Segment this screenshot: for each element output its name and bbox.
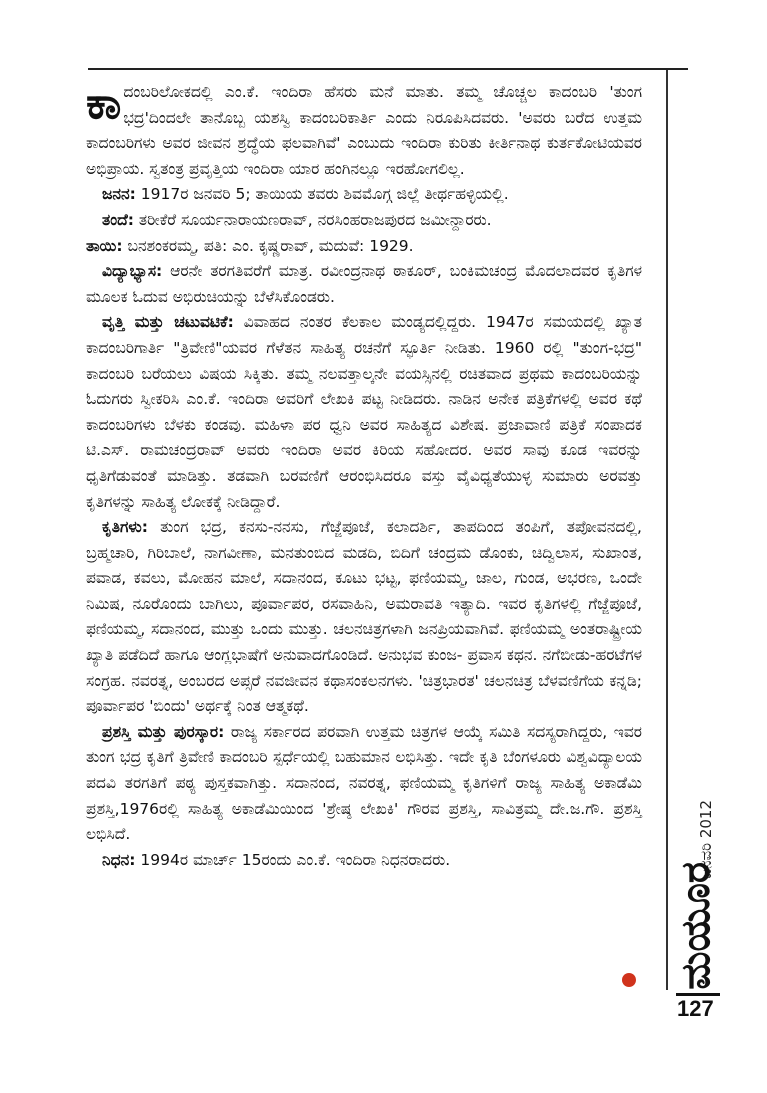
father-label: ತಂದೆ: [102, 210, 134, 229]
death-text: 1994ರ ಮಾರ್ಚ್ 15ರಂದು ಎಂ.ಕೆ. ಇಂದಿರಾ ನಿಧನರಾದರು. [135, 850, 451, 869]
awards-paragraph [86, 720, 642, 848]
works-label: ಕೃತಿಗಳು: [102, 518, 148, 537]
career-paragraph [86, 310, 642, 515]
death-paragraph [86, 848, 642, 874]
intro-paragraph [86, 80, 642, 182]
education-text: ಆರನೇ ತರಗತಿವರೆಗೆ ಮಾತ್ರ. ರವೀಂದ್ರನಾಥ ಠಾಕೂರ್, ಬಂಕಿಮಚಂದ್ರ ಮೊದಲಾದವರ ಕೃತಿಗಳ ಮೂಲಕ ಓದುವ ಅಭಿರುಚಿಯನ್ನು ಬೆಳೆಸಿಕೊಂಡರು. [86, 262, 642, 306]
intro-text: ದಂಬರಿಲೋಕದಲ್ಲಿ ಎಂ.ಕೆ. ಇಂದಿರಾ ಹೆಸರು ಮನೆ ಮಾತು. ತಮ್ಮ ಚೊಚ್ಚಲ ಕಾದಂಬರಿ 'ತುಂಗ ಭದ್ರ'ದಿಂದಲೇ ತಾನೊಬ್ಬ ಯಶಸ್ವಿ ಕಾದಂಬರಿಕಾರ್ತಿ ಎಂದು ನಿರೂಪಿಸಿದವರು. 'ಅವರು ಬರೆದ ಉತ್ತಮ ಕಾದಂಬರಿಗಳು ಅವರ ಜೀವನ ಶ್ರದ್ಧೆಯ ಫಲವಾಗಿವೆ' ಎಂಬುದು ಇಂದಿರಾ ಕುರಿತು ಕೀರ್ತಿನಾಥ ಕುರ್ತಕೋಟಿಯವರ ಅಭಿಪ್ರಾಯ. ಸ್ವತಂತ್ರ ಪ್ರವೃತ್ತಿಯ ಇಂದಿರಾ ಯಾರ ಹಂಗಿನಲ್ಲೂ ಇರಹೋಗಲಿಲ್ಲ. [86, 83, 642, 178]
red-dot-icon [622, 973, 636, 987]
magazine-masthead: ಮಯೂರ [673, 862, 719, 990]
top-divider [88, 68, 688, 70]
career-text: ವಿವಾಹದ ನಂತರ ಕೆಲಕಾಲ ಮಂಡ್ಯದಲ್ಲಿದ್ದರು. 1947ರ ಸಮಯದಲ್ಲಿ ಖ್ಯಾತ ಕಾದಂಬರಿಗಾರ್ತಿ "ತ್ರಿವೇಣಿ"ಯವರ ಗೆಳೆತನ ಸಾಹಿತ್ಯ ರಚನೆಗೆ ಸ್ಫೂರ್ತಿ ನೀಡಿತು. 1960 ರಲ್ಲಿ "ತುಂಗ-ಭದ್ರ" ಕಾದಂಬರಿ ಬರೆಯಲು ವಿಷಯ ಸಿಕ್ಕಿತು. ತಮ್ಮ ನಲವತ್ತಾಲ್ಕನೇ ವಯಸ್ಸಿನಲ್ಲಿ ರಚಿತವಾದ ಪ್ರಥಮ ಕಾದಂಬರಿಯನ್ನು ಓದುಗರು ಸ್ವೀಕರಿಸಿ ಎಂ.ಕೆ. ಇಂದಿರಾ ಅವರಿಗೆ ಲೇಖಕಿ ಪಟ್ಟ ನೀಡಿದರು. ನಾಡಿನ ಅನೇಕ ಪತ್ರಿಕೆಗಳಲ್ಲಿ ಅವರ ಕಥೆ ಕಾದಂಬರಿಗಳು ಬೆಳಕು ಕಂಡವು. ಮಹಿಳಾ ಪರ ಧ್ವನಿ ಅವರ ಸಾಹಿತ್ಯದ ವಿಶೇಷ. ಪ್ರಜಾವಾಣಿ ಪತ್ರಿಕೆ ಸಂಪಾದಕ ಟಿ.ಎಸ್. ರಾಮಚಂದ್ರರಾವ್ ಅವರು ಇಂದಿರಾ ಅವರ ಕಿರಿಯ ಸಹೋದರ. ಅವರ ಸಾವು ಕೂಡ ಇವರನ್ನು ಧೃತಿಗೆಡುವಂತೆ ಮಾಡಿತ್ತು. ತಡವಾಗಿ ಬರವಣಿಗೆ ಆರಂಭಿಸಿದರೂ ವಸ್ತು ವೈವಿಧ್ಯತೆಯುಳ್ಳ ಸುಮಾರು ಅರವತ್ತು ಕೃತಿಗಳನ್ನು ಸಾಹಿತ್ಯ ಲೋಕಕ್ಕೆ ನೀಡಿದ್ದಾರೆ. [86, 313, 642, 511]
father-paragraph [86, 208, 642, 234]
works-text: ತುಂಗ ಭದ್ರ, ಕನಸು-ನನಸು, ಗೆಜ್ಜೆಪೂಜೆ, ಕಲಾದರ್ಶಿ, ತಾಪದಿಂದ ತಂಪಿಗೆ, ತಪೋವನದಲ್ಲಿ, ಬ್ರಹ್ಮಚಾರಿ, ಗಿರಿಬಾಲೆ, ನಾಗವೀಣಾ, ಮನತುಂಬಿದ ಮಡದಿ, ಬಿದಿಗೆ ಚಂದ್ರಮ ಡೊಂಕು, ಚಿದ್ವಿಲಾಸ, ಸುಖಾಂತ, ಪವಾಡ, ಕವಲು, ಮೋಹನ ಮಾಲೆ, ಸದಾನಂದ, ಕೂಟು ಭಟ್ಟ, ಫಣಿಯಮ್ಮ, ಜಾಲ, ಗುಂಡ, ಅಭರಣ, ಒಂದೇ ನಿಮಿಷ, ನೂರೊಂದು ಬಾಗಿಲು, ಪೂರ್ವಾಪರ, ರಸವಾಹಿನಿ, ಅಮರಾವತಿ ಇತ್ಯಾದಿ. ಇವರ ಕೃತಿಗಳಲ್ಲಿ ಗೆಜ್ಜೆಪೂಜೆ, ಫಣಿಯಮ್ಮ, ಸದಾನಂದ, ಮುತ್ತು ಒಂದು ಮುತ್ತು. ಚಲನಚಿತ್ರಗಳಾಗಿ ಜನಪ್ರಿಯವಾಗಿವೆ. ಫಣಿಯಮ್ಮ ಅಂತರಾಷ್ಟ್ರೀಯ ಖ್ಯಾತಿ ಪಡೆದಿದೆ ಹಾಗೂ ಆಂಗ್ಲಭಾಷೆಗೆ ಅನುವಾದಗೊಂಡಿದೆ. ಅನುಭವ ಕುಂಜ- ಪ್ರವಾಸ ಕಥನ. ನಗೆಬೀಡು-ಹರಟೆಗಳ ಸಂಗ್ರಹ. ನವರತ್ನ, ಅಂಬರದ ಅಪ್ಸರೆ ನವಜೀವನ ಕಥಾಸಂಕಲನಗಳು. 'ಚಿತ್ರಭಾರತ' ಚಲನಚಿತ್ರ ಬೆಳವಣಿಗೆಯ ಕನ್ನಡಿ; ಪೂರ್ವಾಪರ 'ಬಿಂದು' ಅರ್ಥಕ್ಕೆ ನಿಂತ ಆತ್ಮಕಥೆ. [86, 518, 642, 716]
mother-paragraph [86, 234, 642, 260]
career-label: ವೃತ್ತಿ ಮತ್ತು ಚಟುವಟಿಕೆ: [102, 313, 234, 332]
birth-label: ಜನನ: [102, 185, 136, 204]
awards-text: ರಾಜ್ಯ ಸರ್ಕಾರದ ಪರವಾಗಿ ಉತ್ತಮ ಚಿತ್ರಗಳ ಆಯ್ಕೆ ಸಮಿತಿ ಸದಸ್ಯರಾಗಿದ್ದರು, ಇವರ ತುಂಗ ಭದ್ರ ಕೃತಿಗೆ ತ್ರಿವೇಣಿ ಕಾದಂಬರಿ ಸ್ಪರ್ಧೆಯಲ್ಲಿ ಬಹುಮಾನ ಲಭಿಸಿತ್ತು. ಇದೇ ಕೃತಿ ಬೆಂಗಳೂರು ವಿಶ್ವವಿದ್ಯಾಲಯ ಪದವಿ ತರಗತಿಗೆ ಪಠ್ಯ ಪುಸ್ತಕವಾಗಿತ್ತು. ಸದಾನಂದ, ನವರತ್ನ, ಫಣಿಯಮ್ಮ ಕೃತಿಗಳಿಗೆ ರಾಜ್ಯ ಸಾಹಿತ್ಯ ಅಕಾಡೆಮಿ ಪ್ರಶಸ್ತಿ,1976ರಲ್ಲಿ ಸಾಹಿತ್ಯ ಅಕಾಡೆಮಿಯಿಂದ 'ಶ್ರೇಷ್ಠ ಲೇಖಕಿ' ಗೌರವ ಪ್ರಶಸ್ತಿ, ಸಾವಿತ್ರಮ್ಮ ದೇ.ಜ.ಗೌ. ಪ್ರಶಸ್ತಿ ಲಭಿಸಿದೆ. [86, 722, 642, 844]
article-body [86, 80, 642, 873]
works-paragraph [86, 515, 642, 720]
father-text: ತರೀಕೆರೆ ಸೂರ್ಯನಾರಾಯಣರಾವ್, ನರಸಿಂಹರಾಜಪುರದ ಜಮೀನ್ದಾರರು. [133, 210, 492, 229]
death-label: ನಿಧನ: [102, 850, 136, 869]
mother-text: ಬನಶಂಕರಮ್ಮ, ಪತಿ: ಎಂ. ಕೃಷ್ಣರಾವ್, ಮದುವೆ: 1929. [122, 236, 414, 255]
side-divider [666, 70, 668, 990]
education-label: ವಿದ್ಯಾಭ್ಯಾಸ: [102, 262, 163, 281]
issue-date: ಜನವರಿ 2012 [697, 800, 715, 879]
drop-cap: ಕಾ [86, 78, 120, 129]
birth-paragraph [86, 182, 642, 208]
page-number: 127 [677, 996, 714, 1021]
birth-text: 1917ರ ಜನವರಿ 5; ತಾಯಿಯ ತವರು ಶಿವಮೊಗ್ಗ ಜಿಲ್ಲೆ ತೀರ್ಥಹಳ್ಳಿಯಲ್ಲಿ. [135, 185, 509, 204]
mother-label: ತಾಯಿ: [86, 236, 123, 255]
education-paragraph [86, 259, 642, 310]
awards-label: ಪ್ರಶಸ್ತಿ ಮತ್ತು ಪುರಸ್ಕಾರ: [102, 722, 225, 741]
